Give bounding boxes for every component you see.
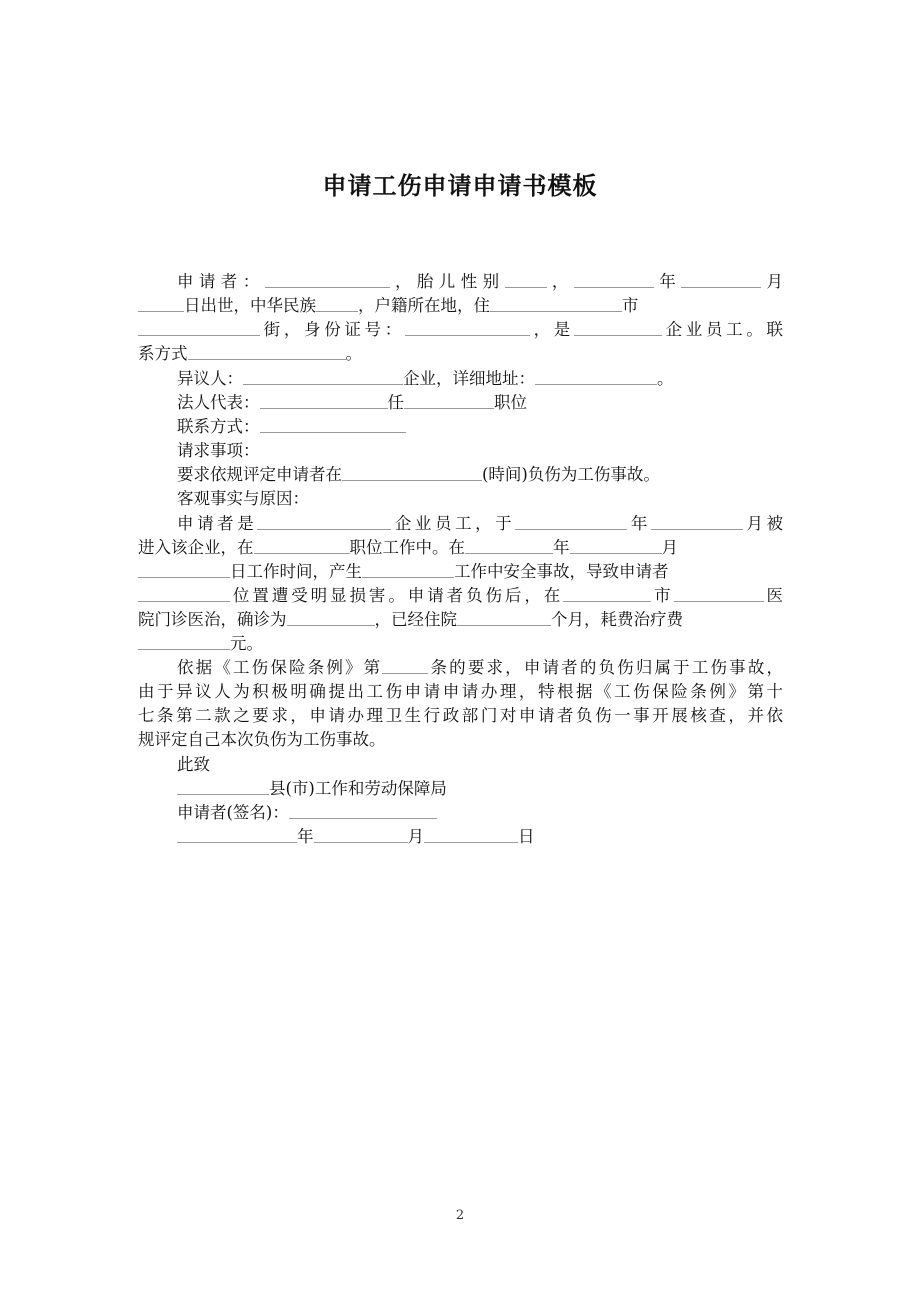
article-number-blank[interactable] bbox=[382, 658, 428, 674]
label: 日出世，中华民族 bbox=[184, 296, 316, 315]
date-line bbox=[177, 825, 783, 849]
request-heading: 请求事项： bbox=[177, 441, 260, 460]
applicant-name-blank[interactable] bbox=[265, 272, 390, 288]
label: 日工作时间，产生 bbox=[230, 562, 362, 581]
address-blank[interactable] bbox=[535, 369, 657, 385]
label: ，是 bbox=[529, 320, 574, 339]
legal-rep-blank[interactable] bbox=[260, 393, 388, 409]
label: (時间)负伤为工伤事故。 bbox=[482, 465, 660, 484]
street-blank[interactable] bbox=[138, 320, 260, 336]
closing: 此致 bbox=[177, 755, 210, 774]
basis-line-4: 规评定自己本次负伤为工伤事故。 bbox=[138, 730, 386, 749]
label: 月被 bbox=[742, 514, 784, 533]
applicant-line-2 bbox=[138, 294, 783, 318]
hire-month-blank[interactable] bbox=[651, 514, 743, 530]
page-number: 2 bbox=[455, 1208, 465, 1223]
date-day-blank[interactable] bbox=[424, 827, 518, 843]
county-blank[interactable] bbox=[177, 779, 269, 795]
label: 个月，耗费治疗费 bbox=[551, 610, 683, 629]
label: 职位工作中。在 bbox=[349, 538, 465, 557]
label: 市 bbox=[651, 586, 674, 605]
diagnosis-blank[interactable] bbox=[287, 610, 375, 626]
applicant-line-1 bbox=[177, 270, 783, 294]
basis-line-1 bbox=[177, 656, 783, 680]
incident-year-blank[interactable] bbox=[465, 538, 553, 554]
date-month-blank[interactable] bbox=[314, 827, 408, 843]
label: 企业员工。联 bbox=[661, 320, 784, 339]
request-line bbox=[177, 463, 783, 487]
label: 进入该企业，在 bbox=[138, 538, 254, 557]
incident-month-blank[interactable] bbox=[570, 538, 662, 554]
label: 依据《工伤保险条例》第 bbox=[177, 658, 383, 677]
label: 条的要求，申请者的负伤归属于工伤事故， bbox=[428, 658, 784, 677]
treatment-cost-blank[interactable] bbox=[138, 634, 230, 650]
label: 年 bbox=[297, 827, 314, 846]
label: 异议人： bbox=[177, 369, 243, 388]
label: 申请者： bbox=[177, 272, 265, 291]
addressee-line bbox=[177, 777, 783, 801]
label: ，户籍所在地，住 bbox=[358, 296, 490, 315]
birth-month-blank[interactable] bbox=[681, 272, 761, 288]
respondent-contact-blank[interactable] bbox=[260, 417, 406, 433]
position-blank[interactable] bbox=[254, 538, 350, 554]
applicant-line-3 bbox=[138, 318, 783, 342]
id-number-blank[interactable] bbox=[405, 320, 530, 336]
legal-rep-title-blank[interactable] bbox=[404, 393, 494, 409]
contact-line bbox=[177, 415, 783, 439]
facts-line-6 bbox=[138, 632, 783, 656]
document-title: 申请工伤申请申请书模板 bbox=[322, 172, 598, 200]
ethnicity-blank[interactable] bbox=[316, 296, 358, 312]
facts-heading: 客观事实与原因： bbox=[177, 489, 309, 508]
respondent-line bbox=[177, 367, 783, 391]
label: 系方式 bbox=[138, 344, 188, 363]
label: 日 bbox=[518, 827, 535, 846]
facts-line-2 bbox=[138, 536, 783, 560]
birth-year-blank[interactable] bbox=[574, 272, 654, 288]
label: 任 bbox=[387, 393, 404, 412]
applicant-line-4 bbox=[138, 342, 783, 366]
label: ，胎儿性别 bbox=[389, 272, 505, 291]
birth-day-blank[interactable] bbox=[138, 296, 184, 312]
facts-line-5 bbox=[138, 608, 783, 632]
hospital-months-blank[interactable] bbox=[457, 610, 551, 626]
gender-blank[interactable] bbox=[505, 272, 547, 288]
label: 年 bbox=[627, 514, 651, 533]
label: 元。 bbox=[230, 634, 263, 653]
label: 市 bbox=[622, 296, 639, 315]
label: 法人代表： bbox=[177, 393, 260, 412]
label: 县(市)工作和劳动保障局 bbox=[269, 779, 447, 798]
label: 年 bbox=[653, 272, 682, 291]
incident-day-blank[interactable] bbox=[138, 562, 230, 578]
respondent-blank[interactable] bbox=[243, 369, 403, 385]
facts-line-4 bbox=[138, 584, 783, 608]
basis-line-2: 由于异议人为积极明确提出工伤申请申请办理，特根据《工伤保险条例》第十 bbox=[138, 682, 783, 701]
label: 。 bbox=[657, 369, 674, 388]
label: 。 bbox=[345, 344, 362, 363]
date-year-blank[interactable] bbox=[177, 827, 297, 843]
label: 职位 bbox=[494, 393, 527, 412]
label: 申请者(签名)： bbox=[177, 803, 289, 822]
label: 工作中安全事故，导致申请者 bbox=[454, 562, 669, 581]
label: 医 bbox=[763, 586, 784, 605]
label: 月 bbox=[407, 827, 424, 846]
incident-type-blank[interactable] bbox=[362, 562, 454, 578]
facts-line-3 bbox=[138, 560, 783, 584]
label: 要求依规评定申请者在 bbox=[177, 465, 342, 484]
label: ，已经住院 bbox=[374, 610, 457, 629]
hospital-city-blank[interactable] bbox=[563, 586, 651, 602]
basis-line-3: 七条第二款之要求，申请办理卫生行政部门对申请者负伤一事开展核查，并依 bbox=[138, 706, 783, 725]
injury-location-blank[interactable] bbox=[138, 586, 230, 602]
label: 申请者是 bbox=[177, 514, 258, 533]
facts-line-1 bbox=[177, 512, 783, 536]
signature-blank[interactable] bbox=[289, 803, 437, 819]
label: 街，身份证号： bbox=[260, 320, 405, 339]
label: 位置遭受明显损害。申请者负伤后，在 bbox=[230, 586, 564, 605]
hospital-name-blank[interactable] bbox=[674, 586, 764, 602]
contact-blank[interactable] bbox=[188, 344, 346, 360]
label: 月 bbox=[761, 272, 784, 291]
label: 企业，详细地址： bbox=[403, 369, 535, 388]
employer-blank[interactable] bbox=[574, 320, 662, 336]
label: 联系方式： bbox=[177, 417, 260, 436]
label: 院门诊医治，确诊为 bbox=[138, 610, 287, 629]
signature-line bbox=[177, 801, 783, 825]
hire-year-blank[interactable] bbox=[515, 514, 627, 530]
residence-blank[interactable] bbox=[490, 296, 622, 312]
injury-time-blank[interactable] bbox=[342, 465, 482, 481]
label: 年 bbox=[553, 538, 570, 557]
legal-rep-line bbox=[177, 391, 783, 415]
label: 月 bbox=[661, 538, 678, 557]
label: ， bbox=[546, 272, 574, 291]
label: 企业员工，于 bbox=[391, 514, 516, 533]
employer-name-blank[interactable] bbox=[257, 514, 391, 530]
